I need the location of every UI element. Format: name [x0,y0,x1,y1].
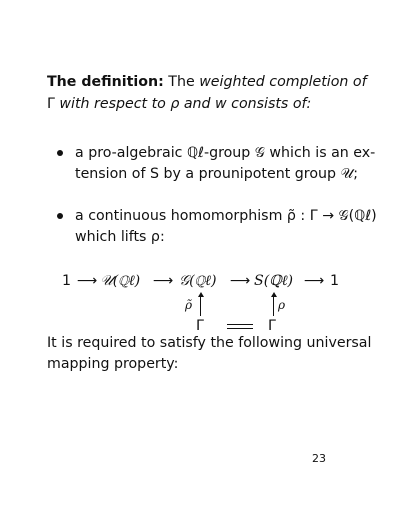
definition-intro: The [168,74,195,90]
diagram-equals-bottom [227,328,253,329]
diagram-one-left: 1 [62,273,72,289]
bullet-2-line-1: a continuous homomorphism ρ̃ : Γ → 𝒢(ℚℓ) [75,208,377,224]
diagram-s-group: S(ℚℓ) [254,273,294,289]
closing-paragraph [47,333,371,375]
diagram-equals-top [227,324,253,325]
closing-line-1: It is required to satisfy the following universal [47,335,372,351]
bullet-1-line-1: a pro-algebraic ℚℓ-group 𝒢 which is an ex- [75,145,376,161]
definition-term: weighted completion of [199,74,367,90]
diagram-rho-tilde: ρ̃ [185,298,193,312]
diagram-u-group: 𝒰(ℚℓ) [100,273,141,289]
definition-label: The definition: [47,74,164,90]
diagram-rho: ρ [278,298,286,312]
diagram-arrow-3: ⟶ [230,273,251,289]
bullet-2-line-2: which lifts ρ: [75,229,165,245]
definition-line-2-rest: with respect to ρ and w consists of: [59,96,312,112]
diagram-g-group: 𝒢(ℚℓ) [179,273,217,289]
bullet-dot-1 [57,150,63,156]
diagram-arrow-4: ⟶ [304,273,325,289]
diagram-one-right: 1 [330,273,340,289]
diagram-vertical-arrow-right [273,296,274,316]
bullet-item-2 [75,206,377,248]
diagram-gamma-left: Γ [196,318,204,334]
page-number: 23 [312,452,326,465]
bullet-dot-2 [57,213,63,219]
diagram-arrow-2: ⟶ [153,273,174,289]
diagram-vertical-arrow-left [200,296,201,316]
bullet-1-line-2: tension of S by a prounipotent group 𝒰; [75,166,359,182]
definition-gamma: Γ [47,96,55,112]
definition-paragraph [47,72,367,115]
bullet-item-1 [75,143,375,185]
definition-line-2 [47,94,367,115]
diagram-arrow-1: ⟶ [77,273,98,289]
diagram-gamma-right: Γ [268,318,276,334]
closing-line-2: mapping property: [47,356,179,372]
